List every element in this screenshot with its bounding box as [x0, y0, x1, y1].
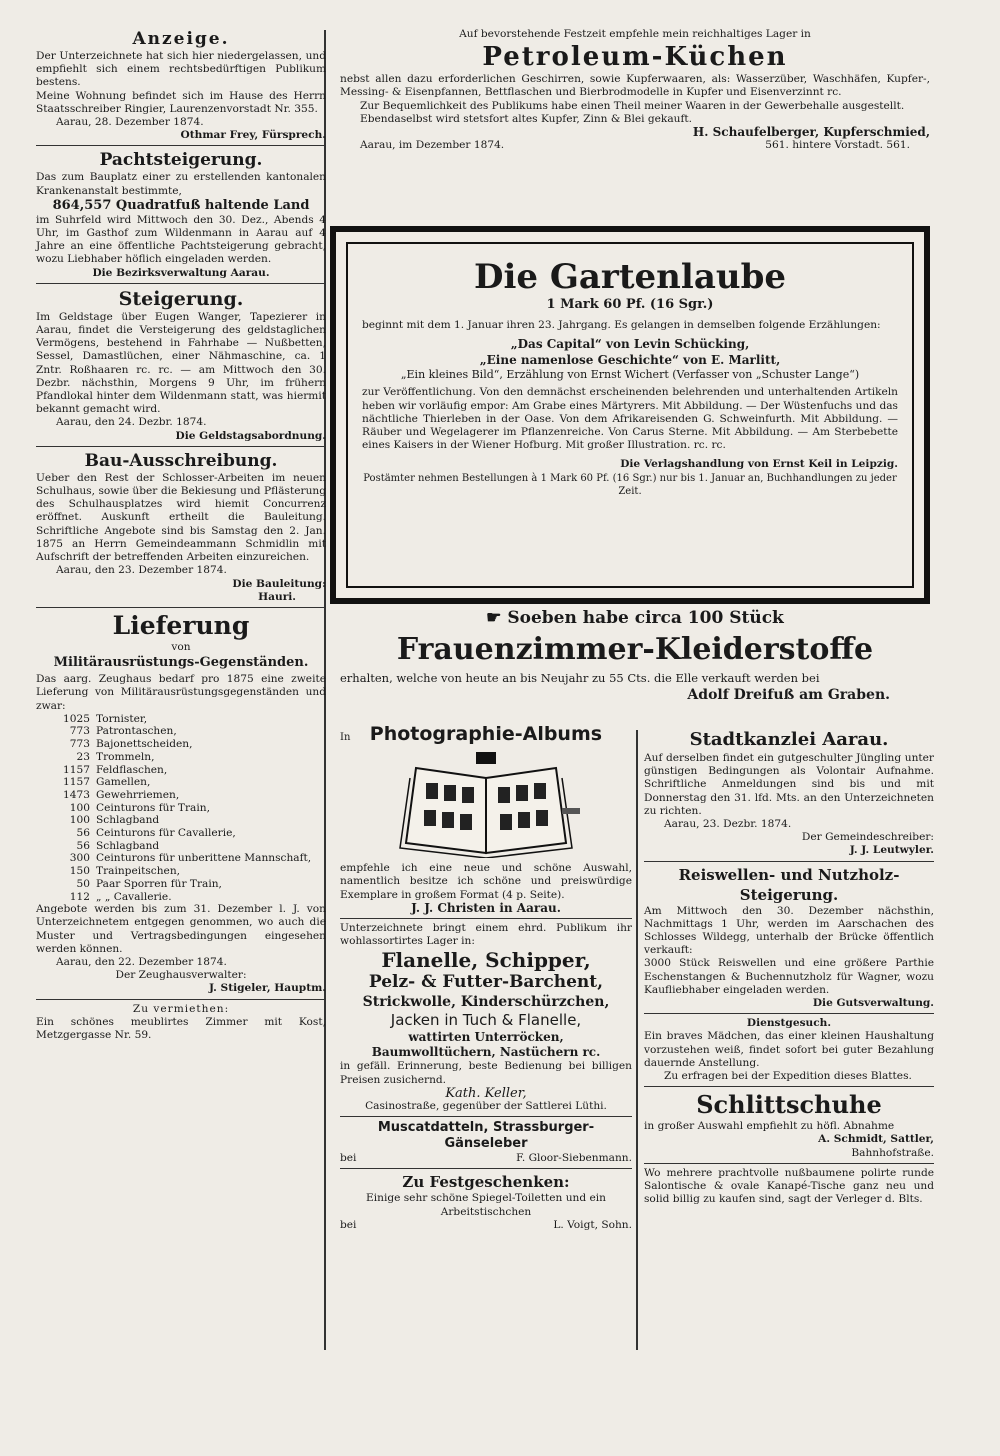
list-item	[36, 802, 326, 815]
ad-intro: Soeben habe circa 100 Stück	[507, 608, 784, 628]
ad-intro: Auf bevorstehende Festzeit empfehle mein reichhaltiges Lager in	[459, 28, 811, 40]
ad-text: In	[340, 732, 351, 743]
ad-signature: Der Zeughausverwalter:	[115, 969, 247, 982]
ad-gartenlaube-frame	[330, 226, 930, 604]
item: Gewehrriemen,	[96, 788, 180, 801]
ad-title: Schlittschuhe	[696, 1090, 882, 1120]
item: Feldflaschen,	[96, 763, 168, 776]
qty: 1157	[63, 763, 90, 776]
ad-title: Photographie-Albums	[369, 723, 603, 745]
ad-vermiethen	[36, 1003, 326, 1043]
divider	[36, 999, 326, 1000]
item: „ „ Cavallerie.	[96, 890, 172, 903]
ad-title: Petroleum-Küchen	[482, 42, 788, 73]
ad-body: Einige sehr schöne Spiegel-Toiletten und ein Arbeitstischchen	[366, 1192, 606, 1218]
ad-body: Das zum Bauplatz einer zu erstellenden kantonalen Krankenanstalt bestimmte,	[36, 171, 326, 197]
item: Paar Sporren für Train,	[96, 877, 222, 890]
ad-body: Wo mehrere prachtvolle nußbaumene polirte runde Salontische & ovale Kanapé-Tische ganz neu und solid billig zu kaufen sind, sagt der Verleger d. Blts.	[644, 1166, 934, 1206]
ad-body: in großer Auswahl empfiehlt zu höfl. Abnahme	[644, 1120, 895, 1133]
list-item	[36, 764, 326, 777]
qty: 100	[69, 814, 90, 827]
product-line: Strickwolle, Kinderschürzchen,	[362, 994, 610, 1011]
ad-schlittschuhe	[644, 1090, 934, 1160]
ad-text: von	[171, 640, 191, 653]
ad-body: Der Unterzeichnete hat sich hier niedergelassen, und empfiehlt sich einem rechtsbedürftigen Publikum bestens.	[36, 50, 326, 89]
list-item	[36, 852, 326, 865]
ad-subtitle: Militärausrüstungs-Gegenständen.	[53, 655, 309, 671]
qty: 773	[69, 725, 90, 738]
divider	[644, 1163, 934, 1164]
ad-body: Das aarg. Zeughaus bedarf pro 1875 eine zweite Lieferung von Militärausrüstungsgegenständen und zwar:	[36, 673, 326, 712]
qty: 1157	[63, 776, 90, 789]
qty: 56	[76, 839, 90, 852]
ad-title: Zu vermiethen:	[132, 1002, 230, 1015]
ad-body: Am Mittwoch den 30. Dezember nächsthin, Nachmittags 1 Uhr, werden im Aarschachen des Schlosses Wildegg, unterhalb der Brücke öffentlich verkauft:	[644, 904, 934, 957]
ad-body: Zur Bequemlichkeit des Publikums habe einen Theil meiner Waaren in der Gewerbehalle ausgestellt.	[360, 99, 905, 112]
ad-title: Pachtsteigerung.	[99, 150, 263, 171]
ad-body: erhalten, welche von heute an bis Neujahr zu 55 Cts. die Elle verkauft werden bei	[340, 671, 820, 685]
divider	[644, 1086, 934, 1087]
ad-price: 1 Mark 60 Pf. (16 Sgr.)	[546, 297, 714, 312]
ad-dienstgesuch	[644, 1017, 934, 1083]
list-item	[36, 776, 326, 789]
ad-muscatdatteln	[340, 1120, 632, 1165]
divider	[644, 1013, 934, 1014]
ad-text: bei	[340, 1152, 357, 1165]
list-item	[36, 840, 326, 853]
ad-body: Angebote werden bis zum 31. Dezember l. J. von Unterzeichnetem entgegen genommen, wo auch die Muster und Vertragsbedingungen eingesehen werden können.	[36, 903, 326, 955]
item: Bajonettscheiden,	[96, 738, 193, 751]
qty: 50	[76, 877, 90, 890]
ad-date: Aarau, den 23. Dezember 1874.	[56, 564, 227, 577]
list-item	[36, 713, 326, 726]
ad-title: Reiswellen- und Nutzholz-Steigerung.	[678, 865, 900, 904]
qty: 1473	[63, 788, 90, 801]
ad-kleiderstoffe	[340, 604, 930, 704]
product-line: Baumwolltüchern, Nastüchern rc.	[371, 1045, 601, 1060]
middle-column	[340, 723, 632, 1232]
ad-body: zur Veröffentlichung. Von den demnächst erscheinenden belehrenden und unterhaltenden Artikeln heben wir vorläufig empor: Am Grabe eines Märtyrers. Mit Abbildung. — Der Wüstenfuchs und das nächtliche Thierleben in der Oase. Von dem Afrikareisenden G. Schweinfurth. Mit Abbildung. — Räuber und Wegelagerer im Pflanzenreiche. Von Carus Sterne. Mit Abbildung. — Am Sterbebette eines Kaisers in der Wiener Hofburg. Mit großer Illustration. rc. rc.	[362, 386, 898, 452]
ad-body: in gefäll. Erinnerung, beste Bedienung bei billigen Preisen zusichernd.	[340, 1060, 632, 1086]
qty: 773	[69, 738, 90, 751]
ad-body: Ein schönes meublirtes Zimmer mit Kost, Metzgergasse Nr. 59.	[36, 1015, 326, 1042]
list-item	[36, 865, 326, 878]
divider	[340, 1116, 632, 1117]
item: Trainpeitschen,	[96, 865, 181, 878]
ad-title: Lieferung	[112, 610, 250, 640]
list-item	[36, 789, 326, 802]
work-title: „Das Capital“ von Levin Schücking,	[510, 337, 750, 352]
list-item	[36, 725, 326, 738]
ad-title: Bau-Ausschreibung.	[84, 450, 278, 471]
qty: 300	[69, 852, 90, 865]
item: Schlagband	[96, 814, 160, 827]
ad-title: Anzeige.	[132, 29, 230, 49]
photo-album-icon	[386, 748, 586, 858]
divider	[644, 861, 934, 862]
divider	[340, 1168, 632, 1169]
item: Patrontaschen,	[96, 725, 177, 738]
ad-festgeschenke	[340, 1172, 632, 1232]
ad-gartenlaube	[346, 242, 914, 588]
ad-signature: L. Voigt, Sohn.	[553, 1218, 632, 1231]
item-list	[36, 713, 326, 904]
ad-stadtkanzlei	[644, 728, 934, 858]
ad-signature: J. J. Christen in Aarau.	[411, 900, 561, 915]
ad-highlight: 864,557 Quadratfuß haltende Land	[52, 197, 310, 213]
ad-title: Zu Festgeschenken:	[402, 1173, 570, 1192]
ad-keller	[340, 922, 632, 1113]
ad-signature: Kath. Keller,	[445, 1085, 527, 1101]
ad-signature: H. Schaufelberger, Kupferschmied,	[692, 125, 930, 140]
ad-petroleum-kuechen	[340, 28, 930, 152]
ad-bau-ausschreibung	[36, 450, 326, 604]
divider	[36, 607, 326, 608]
qty: 112	[69, 890, 90, 903]
ad-body: Meine Wohnung befindet sich im Hause des Herrn Staatsschreiber Ringier, Laurenzenvorstadt Nr. 355.	[36, 89, 326, 115]
item: Ceinturons für Cavallerie,	[96, 827, 236, 840]
qty: 150	[69, 865, 90, 878]
qty: 23	[76, 750, 90, 763]
ad-steigerung	[36, 287, 326, 443]
work-title: „Eine namenlose Geschichte“ von E. Marlitt,	[479, 353, 781, 368]
ad-signature-name: J. Stigeler, Hauptm.	[208, 982, 326, 995]
ad-note: Postämter nehmen Bestellungen à 1 Mark 60 Pf. (16 Sgr.) nur bis 1. Januar an, Buchhandlungen zu jeder Zeit.	[363, 472, 897, 497]
ad-reiswellen	[644, 865, 934, 1011]
product-line: Flanelle, Schipper,	[381, 948, 591, 973]
item: Tornister,	[96, 712, 148, 725]
divider	[340, 918, 632, 919]
ad-body: Im Geldstage über Eugen Wanger, Tapezierer in Aarau, findet die Versteigerung des geldstaglichen Vermögens, bestehend in Fahrhabe — Nußbetten, Sessel, Damastlüchen, einer Nähmaschine, ca. 1 Zntr. Roßhaaren rc. rc. — am Mittwoch den 30. Dezbr. nächsthin, Morgens 9 Uhr, im frühern Pfandlokal hinter dem Wildenmann statt, was hiermit bekannt gemacht wird.	[36, 310, 326, 416]
qty: 56	[76, 827, 90, 840]
ad-body: nebst allen dazu erforderlichen Geschirren, sowie Kupferwaaren, als: Wasserzüber, Waschhäfen, Kupfer-, Messing- & Eisenpfannen, Bettflaschen und Bierbrodmodelle in Kupfer und Eisenverzinnt rc.	[340, 73, 930, 99]
ad-date: Aarau, 23. Dezbr. 1874.	[664, 818, 792, 831]
item: Schlagband	[96, 839, 160, 852]
ad-title: Muscatdatteln, Strassburger-Gänseleber	[377, 1120, 595, 1152]
divider	[36, 145, 326, 146]
ad-signature: Othmar Frey, Fürsprech.	[180, 129, 326, 142]
ad-title: Steigerung.	[118, 287, 244, 310]
ad-address: Bahnhofstraße.	[851, 1146, 934, 1159]
item: Ceinturons für unberittene Mannschaft,	[96, 852, 312, 865]
ad-signature: Die Geldstagsabordnung.	[175, 429, 326, 442]
ad-body: Ebendaselbst wird stetsfort altes Kupfer, Zinn & Blei gekauft.	[360, 112, 693, 125]
ad-body: im Suhrfeld wird Mittwoch den 30. Dez., Abends 4 Uhr, im Gasthof zum Wildenmann in Aarau auf 4 Jahre an eine öffentliche Pachtsteigerung gebracht, wozu Liebhaber höflich eingeladen werden.	[36, 213, 326, 266]
qty: 100	[69, 801, 90, 814]
ad-signature: Der Gemeindeschreiber:	[801, 831, 934, 844]
ad-signature: Die Bezirksverwaltung Aarau.	[92, 266, 270, 279]
ad-address: Casinostraße, gegenüber der Sattlerei Lüthi.	[365, 1100, 607, 1113]
pointing-hand-icon: ☛	[486, 608, 508, 628]
ad-anzeige	[36, 28, 326, 142]
ad-signature-name: J. J. Leutwyler.	[849, 844, 934, 857]
ad-address: 561. hintere Vorstadt. 561.	[765, 139, 910, 152]
ad-title: Stadtkanzlei Aarau.	[689, 729, 889, 750]
product-line: wattirten Unterröcken,	[408, 1030, 564, 1045]
ad-signature: F. Gloor-Siebenmann.	[516, 1152, 632, 1165]
item: Ceinturons für Train,	[96, 801, 210, 814]
item: Gamellen,	[96, 776, 151, 789]
ad-intro: Unterzeichnete bringt einem ehrd. Publikum ihr wohlassortirtes Lager in:	[340, 922, 632, 948]
ad-signature: Die Verlagshandlung von Ernst Keil in Leipzig.	[620, 458, 898, 471]
ad-date: Aarau, den 24. Dezbr. 1874.	[56, 416, 207, 429]
column-divider	[636, 730, 638, 1350]
list-item	[36, 814, 326, 827]
ad-signature: Die Bauleitung:	[232, 577, 326, 590]
ad-signature: Adolf Dreifuß am Graben.	[687, 687, 890, 703]
ad-date: Aarau, im Dezember 1874.	[360, 139, 505, 152]
list-item	[36, 891, 326, 904]
ad-salontische	[644, 1167, 934, 1207]
qty: 1025	[63, 712, 90, 725]
list-item	[36, 751, 326, 764]
right-column	[644, 728, 934, 1206]
ad-pachtsteigerung	[36, 149, 326, 279]
ad-signature: A. Schmidt, Sattler,	[818, 1133, 934, 1146]
work-title: „Ein kleines Bild“, Erzählung von Ernst Wichert (Verfasser von „Schuster Lange“)	[400, 368, 860, 382]
ad-body: 3000 Stück Reiswellen und eine größere Parthie Eschenstangen & Buchennutzholz für Wagner, wozu Kaufliebhaber eingeladen werden.	[644, 957, 934, 996]
ad-body: empfehle ich eine neue und schöne Auswahl, namentlich besitze ich schöne und preiswürdige Exemplare in großem Format (4 p. Seite).	[340, 862, 632, 901]
ad-lieferung	[36, 611, 326, 996]
divider	[36, 446, 326, 447]
ad-title: Frauenzimmer-Kleiderstoffe	[396, 632, 874, 667]
ad-title: Dienstgesuch.	[746, 1017, 832, 1030]
ad-signature-name: Hauri.	[258, 590, 296, 603]
ad-note: Zu erfragen bei der Expedition dieses Blattes.	[664, 1070, 912, 1083]
ad-date: Aarau, 28. Dezember 1874.	[56, 116, 204, 129]
ad-date: Aarau, den 22. Dezember 1874.	[56, 956, 227, 969]
product-line: Pelz- & Futter-Barchent,	[368, 972, 604, 993]
ad-body: Ein braves Mädchen, das einer kleinen Haushaltung vorzustehen weiß, findet sofort bei guter Bezahlung dauernde Anstellung.	[644, 1030, 934, 1069]
divider	[36, 283, 326, 284]
item: Trommeln,	[96, 750, 155, 763]
ad-text: bei	[340, 1218, 357, 1231]
list-item	[36, 878, 326, 891]
ad-photographie-albums	[340, 723, 632, 915]
list-item	[36, 738, 326, 751]
ad-body: Auf derselben findet ein gutgeschulter Jüngling unter günstigen Bedingungen als Volontair Aufnahme. Schriftliche Anmeldungen sind bis und mit Donnerstag den 31. lfd. Mts. an den Unterzeichneten zu richten.	[644, 752, 934, 817]
ad-signature: Die Gutsverwaltung.	[812, 997, 934, 1010]
left-column	[36, 28, 326, 1042]
ad-body: Ueber den Rest der Schlosser-Arbeiten im neuen Schulhaus, sowie über die Bekiesung und Pflästerung des Schulhausplatzes wird hiemit Concurrenz eröffnet. Auskunft ertheilt die Bauleitung. Schriftliche Angebote sind bis Samstag den 2. Jan. 1875 an Herrn Gemeindeammann Schmidlin mit Aufschrift der betreffenden Arbeiten einzureichen.	[36, 471, 326, 564]
list-item	[36, 827, 326, 840]
ad-title: Die Gartenlaube	[474, 257, 786, 297]
ad-body: beginnt mit dem 1. Januar ihren 23. Jahrgang. Es gelangen in demselben folgende Erzählungen:	[362, 319, 881, 332]
product-line: Jacken in Tuch & Flanelle,	[390, 1011, 582, 1030]
